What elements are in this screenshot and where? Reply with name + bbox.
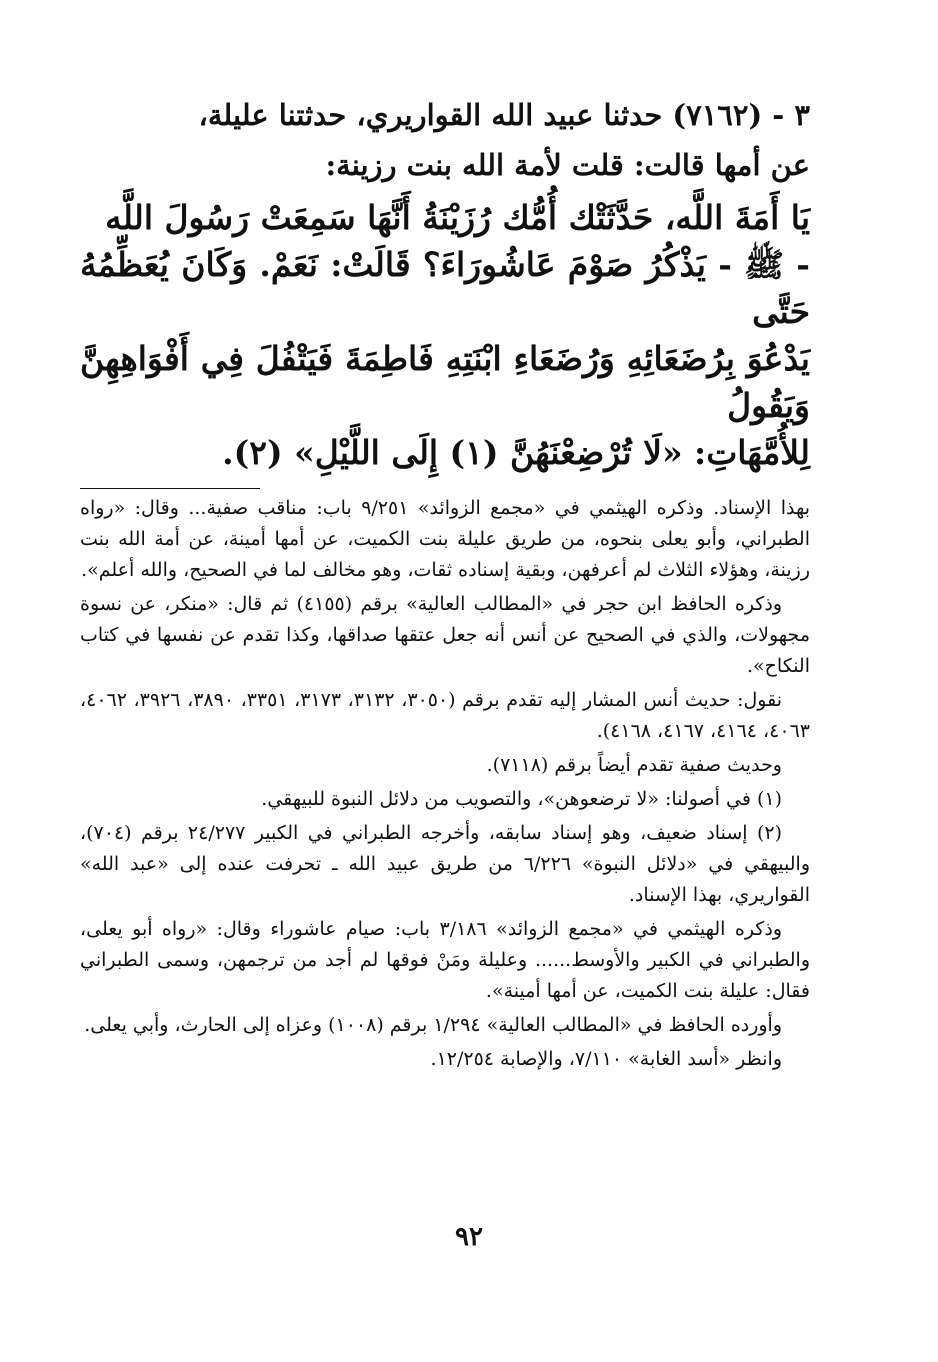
page-number: ٩٢	[455, 1222, 483, 1252]
note-paragraph: وذكره الهيثمي في «مجمع الزوائد» ٣/١٨٦ باب: صيام عاشوراء وقال: «رواه أبو يعلى، والطبراني في الكبير والأوسط...... وعليلة ومَنْ فوقها لم أجد من ترجمهن، وسمى الطبراني فقال: عليلة بنت الكميت، عن أمها أمينة».	[80, 918, 810, 1002]
note-paragraph: وانظر «أسد الغابة» ٧/١١٠، والإصابة ١٢/٢٥٤.	[430, 1048, 782, 1070]
matn-line-3: يَدْعُوَ بِرُضَعَائِهِ وَرُضَعَاءِ ابْنَتِهِ فَاطِمَةَ فَيَتْفُلَ فِي أَفْوَاهِهِنَّ وَيَقُولُ	[80, 339, 810, 425]
note-paragraph: وحديث صفية تقدم أيضاً برقم (٧١١٨).	[486, 754, 782, 776]
hadith-isnad	[80, 90, 810, 190]
note-paragraph: وأورده الحافظ في «المطالب العالية» ١/٢٩٤ برقم (١٠٠٨) وعزاه إلى الحارث، وأبي يعلى.	[84, 1014, 782, 1036]
note-paragraph: وذكره الحافظ ابن حجر في «المطالب العالية» برقم (٤١٥٥) ثم قال: «منكر، عن نسوة مجهولات، والذي في الصحيح عن أنس أنه جعل عتقها صداقها، وكذا تقدم عن نفسها في كتاب النكاح».	[80, 593, 810, 677]
matn-line-4: لِلأُمَّهَاتِ: «لَا تُرْضِعْنَهُنَّ (١) إِلَى اللَّيْلِ» (٢).	[222, 433, 810, 472]
footnotes	[80, 493, 810, 1075]
note-paragraph: بهذا الإسناد. وذكره الهيثمي في «مجمع الزوائد» ٩/٢٥١ باب: مناقب صفية... وقال: «رواه الطبراني، وأبو يعلى بنحوه، من طريق عليلة بنت الكميت، عن أمها أمينة، عن أمة الله بنت رزينة، وهؤلاء الثلاث لم أعرفهن، وبقية إسناده ثقات، وهو مخالف لما في الصحيح، والله أعلم».	[80, 497, 811, 581]
matn-line-2: - ﷺ - يَذْكُرُ صَوْمَ عَاشُورَاءَ؟ قَالَتْ: نَعَمْ. وَكَانَ يُعَظِّمُهُ حَتَّى	[80, 245, 810, 331]
hadith-matn	[80, 194, 810, 476]
matn-line-1: يَا أَمَةَ اللَّه، حَدَّثَتْك أُمُّك رُزَيْنَةُ أَنَّهَا سَمِعَتْ رَسُولَ اللَّه	[105, 198, 810, 237]
footnote-1: (١) في أصولنا: «لا ترضعوهن»، والتصويب من دلائل النبوة للبيهقي.	[261, 788, 782, 810]
footnote-divider	[80, 488, 260, 489]
isnad-line-2: عن أمها قالت: قلت لأمة الله بنت رزينة:	[325, 148, 810, 182]
isnad-line-1: ٣ - (٧١٦٢) حدثنا عبيد الله القواريري، حدثتنا عليلة،	[198, 98, 810, 132]
footnote-2: (٢) إسناد ضعيف، وهو إسناد سابقه، وأخرجه الطبراني في الكبير ٢٤/٢٧٧ برقم (٧٠٤)، والبيهقي في «دلائل النبوة» ٦/٢٢٦ من طريق عبيد الله ـ تحرفت عنده إلى «عبد الله» القواريري، بهذا الإسناد.	[80, 822, 810, 906]
book-page	[80, 80, 810, 1078]
note-paragraph: نقول: حديث أنس المشار إليه تقدم برقم (٣٠٥٠، ٣١٣٢، ٣١٧٣، ٣٣٥١، ٣٨٩٠، ٣٩٢٦، ٤٠٦٢، ٤٠٦٣، ٤١٦٤، ٤١٦٧، ٤١٦٨).	[80, 689, 810, 742]
